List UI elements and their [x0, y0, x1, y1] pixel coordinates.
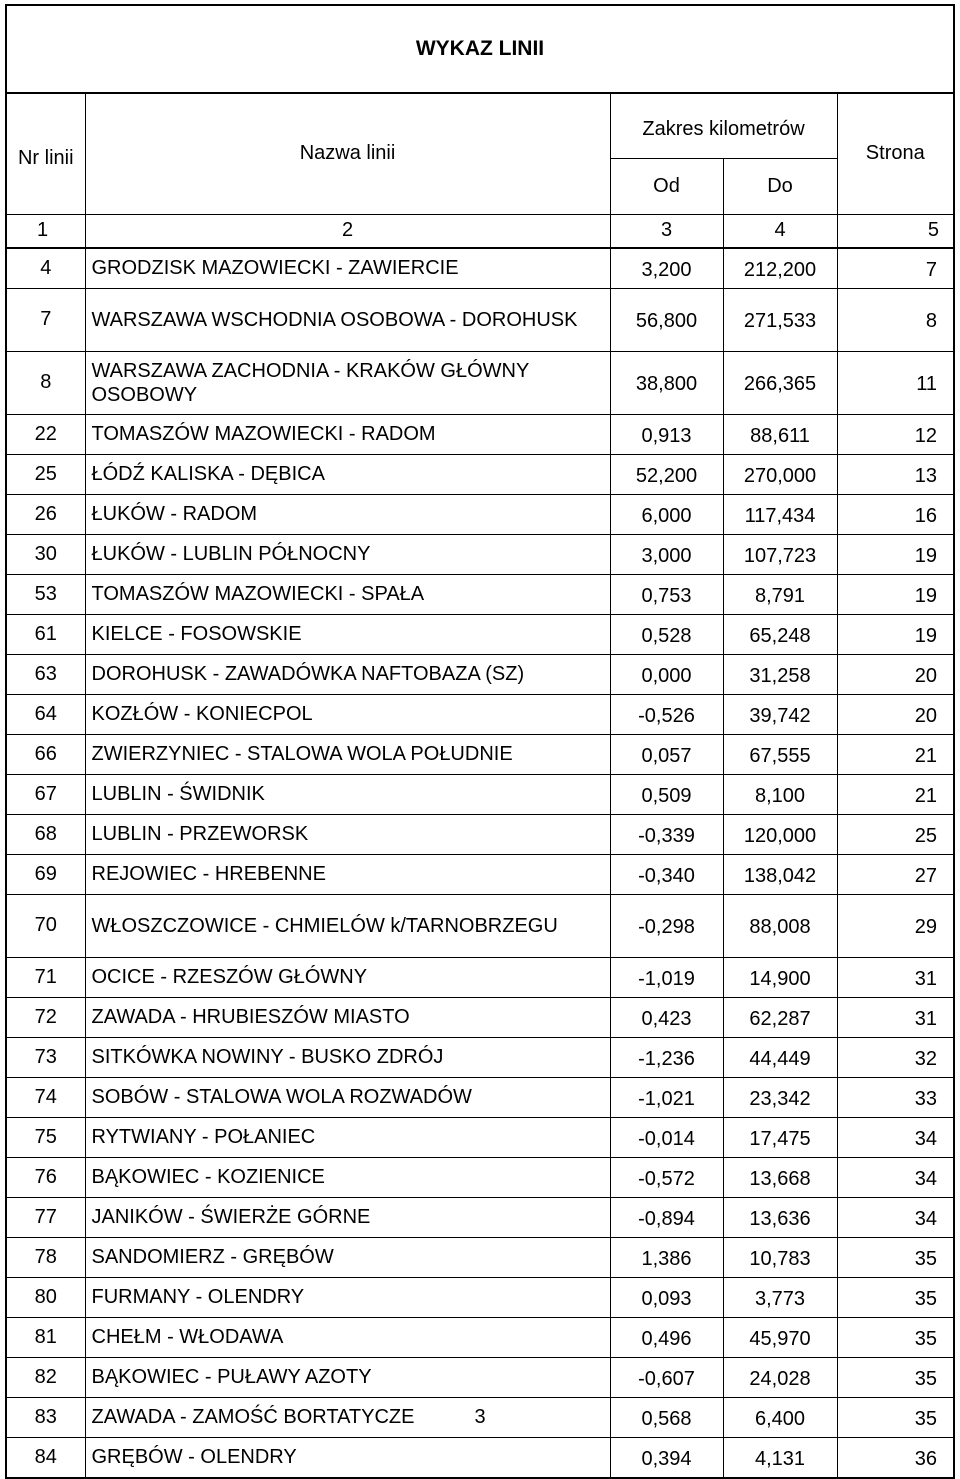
km-from: 0,913: [610, 414, 723, 454]
column-number: 2: [85, 214, 610, 248]
page-number: 3: [474, 1406, 486, 1428]
km-from: 0,093: [610, 1277, 723, 1317]
page-ref: 35: [837, 1277, 953, 1317]
table-row: [7, 574, 953, 614]
line-number: 77: [7, 1197, 85, 1237]
table-row: [7, 814, 953, 854]
lines-table: [7, 94, 953, 1477]
page-ref: 20: [837, 694, 953, 734]
km-to: 107,723: [723, 534, 837, 574]
line-name: LUBLIN - ŚWIDNIK: [85, 774, 610, 814]
line-number: 80: [7, 1277, 85, 1317]
km-from: -0,339: [610, 814, 723, 854]
line-number: 82: [7, 1357, 85, 1397]
line-name: WARSZAWA ZACHODNIA - KRAKÓW GŁÓWNY OSOBOWY: [85, 351, 610, 414]
page-ref: 11: [837, 351, 953, 414]
km-from: 0,000: [610, 654, 723, 694]
km-to: 17,475: [723, 1117, 837, 1157]
table-row: [7, 734, 953, 774]
line-number: 74: [7, 1077, 85, 1117]
page-ref: 36: [837, 1437, 953, 1477]
km-to: 65,248: [723, 614, 837, 654]
page-ref: 31: [837, 957, 953, 997]
table-row: [7, 534, 953, 574]
line-name: WŁOSZCZOWICE - CHMIELÓW k/TARNOBRZEGU: [85, 894, 610, 957]
page-ref: 27: [837, 854, 953, 894]
km-from: -1,236: [610, 1037, 723, 1077]
line-name: REJOWIEC - HREBENNE: [85, 854, 610, 894]
page-ref: 35: [837, 1237, 953, 1277]
line-name: ZAWADA - ZAMOŚĆ BORTATYCZE: [85, 1397, 610, 1437]
line-number: 69: [7, 854, 85, 894]
table-row: [7, 288, 953, 351]
line-name: WARSZAWA WSCHODNIA OSOBOWA - DOROHUSK: [85, 288, 610, 351]
page-ref: 21: [837, 774, 953, 814]
km-from: -0,607: [610, 1357, 723, 1397]
line-name: ŁUKÓW - RADOM: [85, 494, 610, 534]
table-row: [7, 1237, 953, 1277]
line-number: 78: [7, 1237, 85, 1277]
km-from: 0,753: [610, 574, 723, 614]
km-from: 0,528: [610, 614, 723, 654]
table-row: [7, 654, 953, 694]
table-row: [7, 351, 953, 414]
page-title: WYKAZ LINII: [7, 6, 953, 94]
km-to: 39,742: [723, 694, 837, 734]
line-name: KIELCE - FOSOWSKIE: [85, 614, 610, 654]
line-number: 68: [7, 814, 85, 854]
km-to: 62,287: [723, 997, 837, 1037]
line-number: 22: [7, 414, 85, 454]
line-name: TOMASZÓW MAZOWIECKI - SPAŁA: [85, 574, 610, 614]
column-number: 4: [723, 214, 837, 248]
table-row: [7, 1357, 953, 1397]
km-to: 212,200: [723, 248, 837, 289]
km-to: 10,783: [723, 1237, 837, 1277]
table-row: [7, 1277, 953, 1317]
km-to: 88,008: [723, 894, 837, 957]
header-do: Do: [723, 158, 837, 214]
line-number: 63: [7, 654, 85, 694]
line-name: RYTWIANY - POŁANIEC: [85, 1117, 610, 1157]
line-name: CHEŁM - WŁODAWA: [85, 1317, 610, 1357]
km-from: 1,386: [610, 1237, 723, 1277]
km-to: 13,636: [723, 1197, 837, 1237]
page-ref: 34: [837, 1117, 953, 1157]
km-to: 31,258: [723, 654, 837, 694]
page-ref: 20: [837, 654, 953, 694]
page-ref: 16: [837, 494, 953, 534]
km-to: 8,100: [723, 774, 837, 814]
page-ref: 7: [837, 248, 953, 289]
km-from: 0,509: [610, 774, 723, 814]
header-od: Od: [610, 158, 723, 214]
line-number: 73: [7, 1037, 85, 1077]
km-to: 24,028: [723, 1357, 837, 1397]
page-ref: 35: [837, 1357, 953, 1397]
km-from: -0,572: [610, 1157, 723, 1197]
table-row: [7, 1197, 953, 1237]
km-from: -1,019: [610, 957, 723, 997]
km-from: -0,526: [610, 694, 723, 734]
km-from: -0,298: [610, 894, 723, 957]
line-number: 71: [7, 957, 85, 997]
line-number: 76: [7, 1157, 85, 1197]
line-name: FURMANY - OLENDRY: [85, 1277, 610, 1317]
line-number: 84: [7, 1437, 85, 1477]
line-number: 25: [7, 454, 85, 494]
km-to: 138,042: [723, 854, 837, 894]
km-to: 13,668: [723, 1157, 837, 1197]
km-from: 0,057: [610, 734, 723, 774]
km-to: 266,365: [723, 351, 837, 414]
table-row: [7, 997, 953, 1037]
page-ref: 34: [837, 1157, 953, 1197]
line-number: 30: [7, 534, 85, 574]
page-ref: 21: [837, 734, 953, 774]
table-row: [7, 248, 953, 289]
header-name: Nazwa linii: [85, 94, 610, 214]
line-number: 61: [7, 614, 85, 654]
line-name: TOMASZÓW MAZOWIECKI - RADOM: [85, 414, 610, 454]
page-ref: 8: [837, 288, 953, 351]
table-row: [7, 1037, 953, 1077]
line-name: BĄKOWIEC - PUŁAWY AZOTY: [85, 1357, 610, 1397]
line-number: 67: [7, 774, 85, 814]
page-ref: 33: [837, 1077, 953, 1117]
km-from: -0,340: [610, 854, 723, 894]
line-name: SOBÓW - STALOWA WOLA ROZWADÓW: [85, 1077, 610, 1117]
column-number: 1: [7, 214, 85, 248]
table-row: [7, 614, 953, 654]
header-nr: Nr linii: [7, 94, 85, 214]
km-to: 44,449: [723, 1037, 837, 1077]
lines-list-sheet: [5, 4, 955, 1479]
line-name: ŁÓDŹ KALISKA - DĘBICA: [85, 454, 610, 494]
km-from: -1,021: [610, 1077, 723, 1117]
line-name: GRODZISK MAZOWIECKI - ZAWIERCIE: [85, 248, 610, 289]
line-name: ŁUKÓW - LUBLIN PÓŁNOCNY: [85, 534, 610, 574]
km-to: 23,342: [723, 1077, 837, 1117]
line-number: 72: [7, 997, 85, 1037]
km-from: -0,014: [610, 1117, 723, 1157]
page-ref: 13: [837, 454, 953, 494]
table-row: [7, 854, 953, 894]
line-number: 8: [7, 351, 85, 414]
km-from: 52,200: [610, 454, 723, 494]
page-ref: 35: [837, 1397, 953, 1437]
km-to: 6,400: [723, 1397, 837, 1437]
km-from: 0,423: [610, 997, 723, 1037]
line-name: GRĘBÓW - OLENDRY: [85, 1437, 610, 1477]
km-to: 117,434: [723, 494, 837, 534]
line-name: ZWIERZYNIEC - STALOWA WOLA POŁUDNIE: [85, 734, 610, 774]
km-from: 3,200: [610, 248, 723, 289]
table-row: [7, 414, 953, 454]
page-ref: 19: [837, 534, 953, 574]
page-ref: 19: [837, 574, 953, 614]
km-to: 45,970: [723, 1317, 837, 1357]
km-to: 3,773: [723, 1277, 837, 1317]
km-to: 120,000: [723, 814, 837, 854]
line-name: SITKÓWKA NOWINY - BUSKO ZDRÓJ: [85, 1037, 610, 1077]
line-name: LUBLIN - PRZEWORSK: [85, 814, 610, 854]
page-ref: 35: [837, 1317, 953, 1357]
km-to: 4,131: [723, 1437, 837, 1477]
line-name: OCICE - RZESZÓW GŁÓWNY: [85, 957, 610, 997]
line-name: KOZŁÓW - KONIECPOL: [85, 694, 610, 734]
line-name: SANDOMIERZ - GRĘBÓW: [85, 1237, 610, 1277]
table-row: [7, 957, 953, 997]
line-number: 83: [7, 1397, 85, 1437]
line-number: 81: [7, 1317, 85, 1357]
line-number: 70: [7, 894, 85, 957]
page-ref: 19: [837, 614, 953, 654]
header-strona: Strona: [837, 94, 953, 214]
line-number: 53: [7, 574, 85, 614]
line-number: 75: [7, 1117, 85, 1157]
line-name: DOROHUSK - ZAWADÓWKA NAFTOBAZA (SZ): [85, 654, 610, 694]
km-from: 3,000: [610, 534, 723, 574]
table-row: [7, 454, 953, 494]
km-from: 0,496: [610, 1317, 723, 1357]
km-to: 14,900: [723, 957, 837, 997]
table-row: [7, 494, 953, 534]
line-number: 66: [7, 734, 85, 774]
table-row: [7, 894, 953, 957]
page-ref: 32: [837, 1037, 953, 1077]
line-number: 7: [7, 288, 85, 351]
table-row: [7, 1157, 953, 1197]
page-ref: 25: [837, 814, 953, 854]
km-from: 38,800: [610, 351, 723, 414]
km-to: 271,533: [723, 288, 837, 351]
km-from: -0,894: [610, 1197, 723, 1237]
km-from: 0,394: [610, 1437, 723, 1477]
km-to: 8,791: [723, 574, 837, 614]
km-to: 67,555: [723, 734, 837, 774]
line-number: 4: [7, 248, 85, 289]
table-row: [7, 1437, 953, 1477]
km-from: 6,000: [610, 494, 723, 534]
table-row: [7, 694, 953, 734]
line-name: BĄKOWIEC - KOZIENICE: [85, 1157, 610, 1197]
column-number-row: [7, 214, 953, 248]
table-row: [7, 1077, 953, 1117]
table-row: [7, 1117, 953, 1157]
table-row: [7, 1317, 953, 1357]
km-from: 56,800: [610, 288, 723, 351]
table-body: [7, 248, 953, 1477]
line-name: JANIKÓW - ŚWIERŻE GÓRNE: [85, 1197, 610, 1237]
line-number: 26: [7, 494, 85, 534]
page-ref: 34: [837, 1197, 953, 1237]
page-ref: 12: [837, 414, 953, 454]
km-from: 0,568: [610, 1397, 723, 1437]
page-ref: 31: [837, 997, 953, 1037]
page-ref: 29: [837, 894, 953, 957]
km-to: 88,611: [723, 414, 837, 454]
km-to: 270,000: [723, 454, 837, 494]
line-name: ZAWADA - HRUBIESZÓW MIASTO: [85, 997, 610, 1037]
table-row: [7, 774, 953, 814]
line-number: 64: [7, 694, 85, 734]
header-range: Zakres kilometrów: [610, 94, 837, 158]
column-number: 3: [610, 214, 723, 248]
column-number: 5: [837, 214, 953, 248]
